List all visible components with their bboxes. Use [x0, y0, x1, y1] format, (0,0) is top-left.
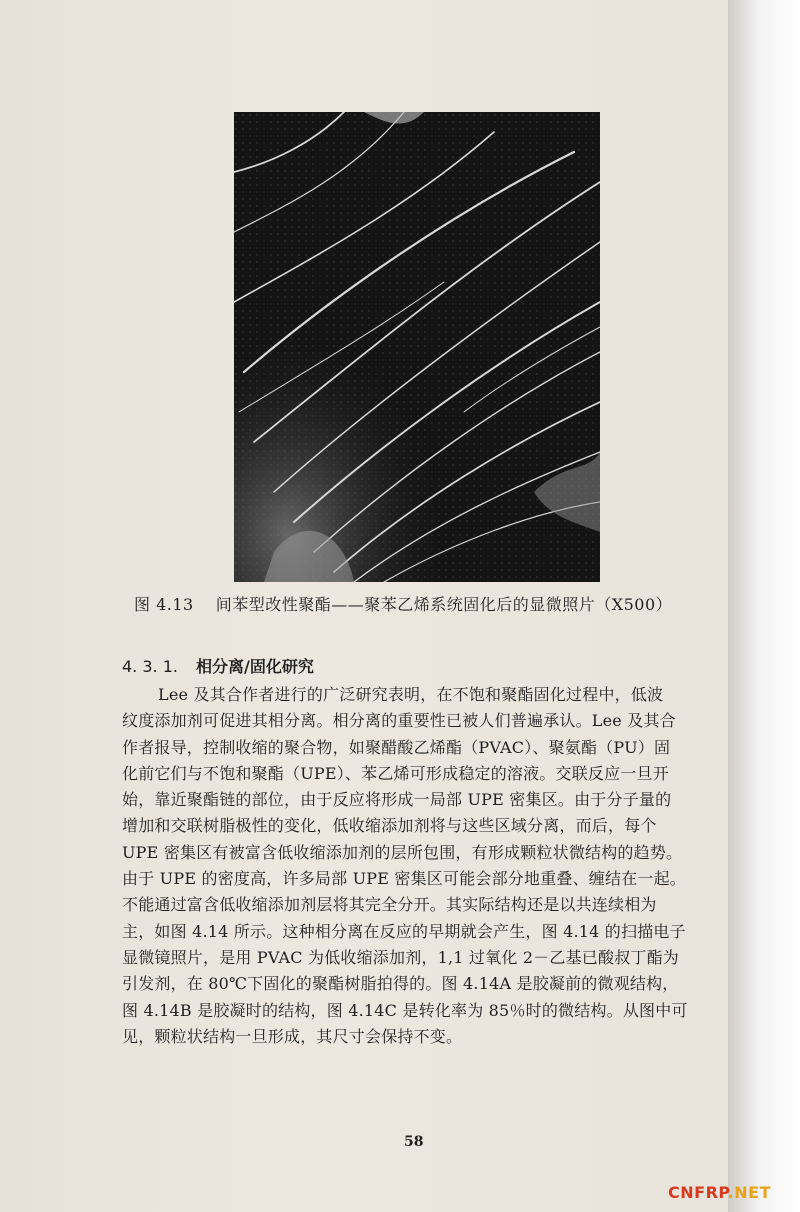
paragraph-line: 显微镜照片，是用 PVAC 为低收缩添加剂，1,1 过氧化 2－乙基已酸叔丁酯为 — [122, 947, 680, 967]
paragraph-line: 始，靠近聚酯链的部位，由于反应将形成一局部 UPE 密集区。由于分子量的 — [122, 790, 672, 810]
next-page-edge — [728, 0, 800, 1212]
paragraph-line: 引发剂，在 80℃下固化的聚酯树脂拍得的。图 4.14A 是胶凝前的微观结构， — [122, 974, 679, 994]
section-title: 相分离/固化研究 — [195, 657, 314, 676]
figure-caption-text: 间苯型改性聚酯——聚苯乙烯系统固化后的显微照片（X500） — [215, 595, 673, 614]
figure-caption-number: 图 4.13 — [134, 595, 194, 614]
paragraph-line: 由于 UPE 的密度高，许多局部 UPE 密集区可能会部分地重叠、缠结在一起。 — [122, 869, 687, 889]
body-paragraph — [122, 682, 714, 1050]
paragraph-line: 作者报导，控制收缩的聚合物，如聚醋酸乙烯酯（PVAC）、聚氨酯（PU）固 — [122, 737, 671, 757]
section-heading — [122, 654, 314, 677]
paragraph-line: 图 4.14B 是胶凝时的结构，图 4.14C 是转化率为 85％时的微结构。从图中可 — [122, 1000, 688, 1020]
micrograph-image — [234, 112, 600, 582]
figure-caption — [134, 592, 714, 615]
paragraph-line: 纹度添加剂可促进其相分离。相分离的重要性已被人们普遍承认。Lee 及其合 — [122, 711, 676, 731]
site-watermark — [668, 1183, 771, 1202]
paragraph-line: 化前它们与不饱和聚酯（UPE）、苯乙烯可形成稳定的溶液。交联反应一旦开 — [122, 763, 669, 783]
paragraph-line: Lee 及其合作者进行的广泛研究表明，在不饱和聚酯固化过程中，低波 — [158, 685, 664, 704]
paragraph-line: UPE 密集区有被富含低收缩添加剂的层所包围，有形成颗粒状微结构的趋势。 — [122, 842, 683, 862]
paragraph-line: 主，如图 4.14 所示。这种相分离在反应的早期就会产生，图 4.14 的扫描电子 — [122, 921, 686, 941]
page-number: 58 — [404, 1134, 424, 1150]
watermark-name: CNFRP — [668, 1183, 728, 1202]
paragraph-line: 不能通过富含低收缩添加剂层将其完全分开。其实际结构还是以共连续相为 — [122, 895, 657, 915]
micrograph-fibers-icon — [234, 112, 600, 582]
section-number: 4. 3. 1. — [122, 657, 178, 676]
paragraph-line: 增加和交联树脂极性的变化，低收缩添加剂将与这些区域分离，而后，每个 — [122, 816, 657, 836]
paragraph-line: 见，颗粒状结构一旦形成，其尺寸会保持不变。 — [122, 1026, 463, 1046]
watermark-suffix: .NET — [727, 1183, 771, 1202]
